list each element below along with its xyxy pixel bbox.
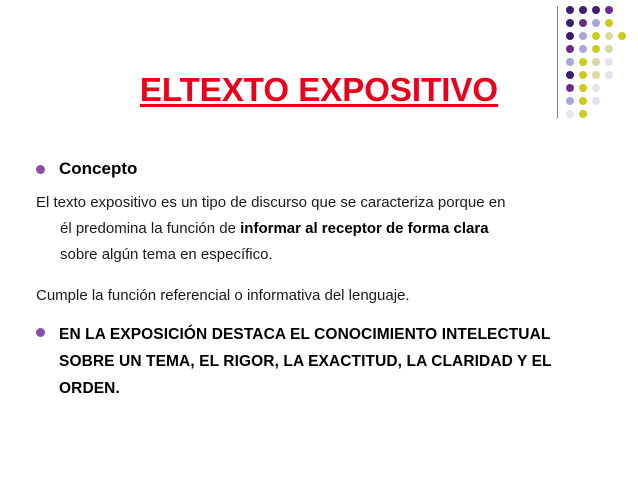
- bullet-label: EN LA EXPOSICIÓN DESTACA EL CONOCIMIENTO INTELECTUAL SOBRE UN TEMA, EL RIGOR, LA EXACTITUD, LA CLARIDAD Y EL ORDEN.: [59, 325, 552, 398]
- page-title-text: ELTEXTO EXPOSITIVO: [139, 71, 499, 108]
- decor-dot: [566, 32, 574, 40]
- paragraph-line-2: [36, 216, 602, 242]
- paragraph-line-1: El texto expositivo es un tipo de discurso que se caracteriza porque en: [36, 193, 506, 211]
- decor-dot: [592, 32, 600, 40]
- decor-dot: [579, 58, 587, 66]
- bullet-item-exposicion: [36, 321, 602, 402]
- decor-dot: [592, 45, 600, 53]
- decor-dot: [579, 6, 587, 14]
- decor-dot: [566, 58, 574, 66]
- decor-dot: [605, 19, 613, 27]
- dot-grid-decoration: [566, 6, 632, 132]
- paragraph-line-3: sobre algún tema en específico.: [60, 246, 273, 264]
- decor-dot: [605, 58, 613, 66]
- bullet-label: Concepto: [59, 159, 138, 178]
- page-title: [0, 72, 638, 108]
- decor-dot: [579, 19, 587, 27]
- paragraph-function: Cumple la función referencial o informativa del lenguaje.: [36, 286, 410, 304]
- decor-dot: [566, 45, 574, 53]
- decor-dot: [618, 32, 626, 40]
- bullet-dot-icon: [36, 165, 45, 174]
- slide-body: [36, 158, 602, 406]
- decor-dot: [592, 58, 600, 66]
- decor-dot: [579, 32, 587, 40]
- decor-dot: [605, 45, 613, 53]
- decor-dot: [605, 32, 613, 40]
- decor-dot: [566, 6, 574, 14]
- decor-dot: [605, 6, 613, 14]
- decor-dot: [566, 19, 574, 27]
- decor-dot: [579, 45, 587, 53]
- decor-dot: [566, 110, 574, 118]
- paragraph-definition: [36, 190, 602, 269]
- bullet-item-concepto: [36, 158, 602, 181]
- paragraph-emphasis: informar al receptor de forma clara: [240, 220, 489, 238]
- bullet-dot-icon: [36, 328, 45, 337]
- paragraph-line-2-text: él predomina la función de: [60, 220, 241, 238]
- decor-dot: [592, 6, 600, 14]
- decor-dot: [592, 19, 600, 27]
- decor-dot: [579, 110, 587, 118]
